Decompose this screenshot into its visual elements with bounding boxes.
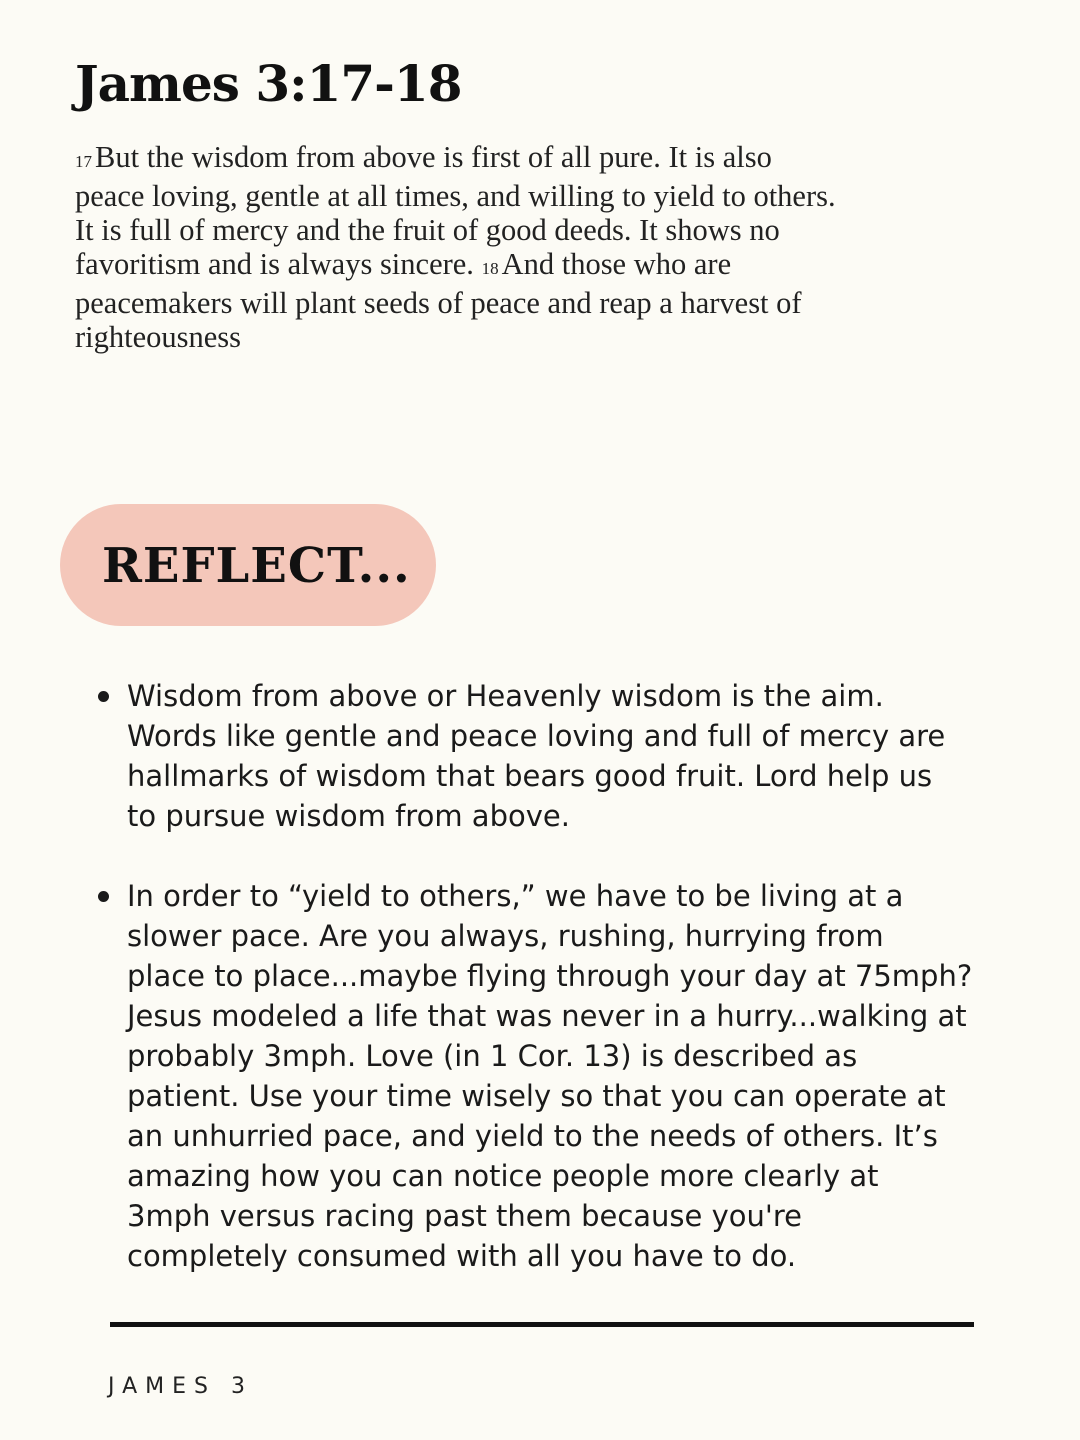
reflection-point-1 xyxy=(127,676,1017,836)
footer-label: JAMES 3 xyxy=(108,1374,253,1399)
reflect-heading: REFLECT... xyxy=(102,538,411,594)
reflection-line: In order to “yield to others,” we have to be living at a xyxy=(127,879,904,913)
reflection-line: to pursue wisdom from above. xyxy=(127,799,570,833)
footer-divider xyxy=(110,1322,974,1327)
reflection-line: probably 3mph. Love (in 1 Cor. 13) is described as xyxy=(127,1039,858,1073)
verse-number-18: 18 xyxy=(481,259,499,278)
scripture-passage xyxy=(75,140,975,354)
reflection-list xyxy=(127,676,1017,1316)
reflection-line: Words like gentle and peace loving and full of mercy are xyxy=(127,719,946,753)
reflection-line: an unhurried pace, and yield to the needs of others. It’s xyxy=(127,1119,938,1153)
passage-line: peace loving, gentle at all times, and willing to yield to others. xyxy=(75,179,836,213)
passage-line: It is full of mercy and the fruit of good deeds. It shows no xyxy=(75,213,780,247)
reflection-line: slower pace. Are you always, rushing, hurrying from xyxy=(127,919,884,953)
reflection-line: patient. Use your time wisely so that you can operate at xyxy=(127,1079,946,1113)
page-title: James 3:17-18 xyxy=(75,54,462,113)
reflection-line: Jesus modeled a life that was never in a hurry...walking at xyxy=(127,999,967,1033)
reflection-line: place to place...maybe flying through your day at 75mph? xyxy=(127,959,973,993)
reflection-line: completely consumed with all you have to do. xyxy=(127,1239,797,1273)
reflection-line: Wisdom from above or Heavenly wisdom is the aim. xyxy=(127,679,884,713)
reflection-line: amazing how you can notice people more clearly at xyxy=(127,1159,879,1193)
reflection-point-2 xyxy=(127,876,1017,1276)
passage-line: peacemakers will plant seeds of peace and reap a harvest of xyxy=(75,286,802,320)
verse-number-17: 17 xyxy=(75,152,92,171)
passage-line: 17But the wisdom from above is first of all pure. It is also xyxy=(75,140,772,174)
bullet-icon xyxy=(98,891,109,902)
passage-line: favoritism and is always sincere. 18And those who are xyxy=(75,247,732,281)
reflection-line: hallmarks of wisdom that bears good fruit. Lord help us xyxy=(127,759,933,793)
bullet-icon xyxy=(98,691,109,702)
passage-line: righteousness xyxy=(75,320,242,354)
reflection-line: 3mph versus racing past them because you're xyxy=(127,1199,802,1233)
